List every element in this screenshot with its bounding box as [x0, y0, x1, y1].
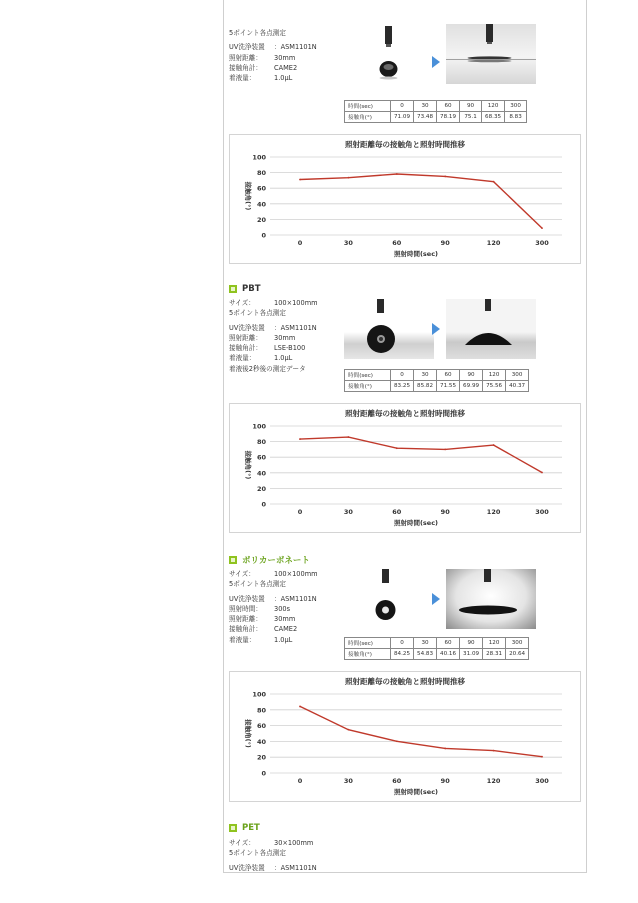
- data-point: [299, 438, 301, 440]
- spec-key: 照射時間：: [229, 604, 262, 613]
- spec-value: CAME2: [274, 625, 298, 634]
- line-chart: [230, 135, 580, 263]
- section-title: ポリカーボネート: [242, 556, 310, 566]
- section-heading-pbt: [229, 284, 261, 294]
- table-row-label: 接触角(°): [345, 112, 391, 123]
- spec-key: UV洗浄装置: [229, 594, 265, 603]
- data-point: [444, 748, 446, 750]
- spec-value: 100×100mm: [274, 570, 318, 578]
- table-cell: 73.48: [414, 112, 437, 123]
- table-cell: 31.09: [460, 649, 483, 660]
- table-cell: 60: [437, 370, 460, 381]
- data-point: [348, 177, 350, 179]
- spec-row: [229, 53, 317, 63]
- y-tick-label: 20: [256, 484, 266, 493]
- table-cell: 71.55: [437, 381, 460, 392]
- table-cell: 0: [391, 638, 414, 649]
- spec-value: 30mm: [274, 615, 296, 624]
- spec-key: 接触角計：: [229, 63, 262, 72]
- data-point: [444, 449, 446, 451]
- table-cell: 40.16: [437, 649, 460, 660]
- spec-row: [229, 838, 317, 848]
- x-tick-label: 60: [392, 777, 402, 785]
- x-tick-label: 90: [440, 239, 450, 247]
- spec-key: 着液量：: [229, 635, 256, 644]
- spec-row: [229, 73, 317, 83]
- x-axis-label: 照射時間(sec): [393, 250, 439, 258]
- table-cell: 0: [391, 101, 414, 112]
- table-cell: 83.25: [391, 381, 414, 392]
- bullet-icon: [229, 556, 237, 564]
- spec-key: 着液後2秒後の測定データ: [229, 364, 306, 373]
- table-cell: 71.09: [391, 112, 414, 123]
- y-tick-label: 60: [256, 722, 266, 731]
- spec-key: 5ポイント各点測定: [229, 309, 286, 318]
- spec-row: [229, 635, 318, 645]
- contact-angle-table: [344, 637, 529, 660]
- table-row-label: 時間(sec): [345, 370, 391, 381]
- table-row-label: 接触角(°): [345, 381, 391, 392]
- x-tick-label: 30: [343, 508, 353, 516]
- spec-row: [229, 569, 318, 579]
- spec-row: [229, 579, 318, 589]
- spec-value: 30mm: [274, 333, 296, 342]
- table-cell: 120: [483, 638, 506, 649]
- spec-list: [229, 28, 317, 83]
- y-tick-label: 40: [256, 469, 266, 478]
- data-point: [541, 756, 543, 758]
- data-point: [541, 227, 543, 229]
- table-row-label: 接触角(°): [345, 649, 391, 660]
- spec-row: [229, 333, 318, 343]
- spec-key: サイズ：: [229, 570, 255, 578]
- spec-row: [229, 343, 318, 353]
- data-point: [541, 472, 543, 474]
- y-axis-label: 接触角(°): [244, 181, 252, 211]
- table-cell: 75.1: [460, 112, 482, 123]
- spec-value: 100×100mm: [274, 299, 318, 307]
- chart-title: 照射距離毎の接触角と照射時間推移: [345, 140, 465, 149]
- table-row-angle: [345, 649, 529, 660]
- spec-value: ：ASM1101N: [274, 43, 317, 52]
- y-tick-label: 60: [256, 453, 266, 462]
- spec-key: 5ポイント各点測定: [229, 29, 286, 37]
- x-tick-label: 120: [486, 508, 501, 516]
- table-cell: 90: [460, 638, 483, 649]
- x-tick-label: 60: [392, 508, 402, 516]
- x-tick-label: 120: [486, 777, 501, 785]
- table-cell: 300: [506, 370, 529, 381]
- spec-row: [229, 364, 318, 374]
- spec-key: 照射距離：: [229, 615, 262, 624]
- spec-key: 接触角計：: [229, 344, 262, 353]
- chart-1: [229, 134, 581, 264]
- table-cell: 28.31: [483, 649, 506, 660]
- section-title: PBT: [242, 284, 261, 294]
- data-point: [396, 447, 398, 449]
- spec-value: 300s: [274, 604, 291, 613]
- x-tick-label: 60: [392, 239, 402, 247]
- x-tick-label: 0: [297, 777, 303, 785]
- data-point: [299, 706, 301, 708]
- data-point: [493, 444, 495, 446]
- spec-list: [229, 569, 318, 645]
- spec-key: 5ポイント各点測定: [229, 849, 286, 858]
- table-cell: 90: [460, 101, 482, 112]
- data-point: [444, 176, 446, 178]
- data-point: [299, 179, 301, 181]
- x-tick-label: 300: [535, 777, 549, 785]
- table-cell: 84.25: [391, 649, 414, 660]
- table-cell: 75.56: [483, 381, 506, 392]
- droplet-photo-after: [446, 24, 536, 84]
- x-tick-label: 30: [343, 239, 353, 247]
- spec-row: [229, 614, 318, 624]
- spec-key: サイズ：: [229, 299, 255, 307]
- data-point: [493, 181, 495, 183]
- spec-list: [229, 838, 317, 873]
- x-tick-label: 90: [440, 777, 450, 785]
- table-cell: 60: [437, 101, 460, 112]
- table-row-angle: [345, 112, 527, 123]
- spec-row: [229, 323, 318, 333]
- contact-angle-table: [344, 100, 527, 123]
- chart-3: [229, 671, 581, 802]
- arrow-icon: [432, 323, 440, 335]
- y-tick-label: 20: [256, 215, 266, 224]
- spec-list: [229, 298, 318, 374]
- table-cell: 8.83: [505, 112, 527, 123]
- y-tick-label: 100: [252, 422, 266, 431]
- table-cell: 90: [460, 370, 483, 381]
- section-heading-pet: [229, 823, 260, 833]
- arrow-icon: [432, 56, 440, 68]
- spec-value: 30×100mm: [274, 839, 314, 847]
- table-cell: 30: [414, 370, 437, 381]
- table-row-label: 時間(sec): [345, 101, 391, 112]
- table-cell: 0: [391, 370, 414, 381]
- x-axis-label: 照射時間(sec): [393, 519, 439, 527]
- chart-title: 照射距離毎の接触角と照射時間推移: [345, 677, 465, 686]
- bullet-icon: [229, 285, 237, 293]
- x-tick-label: 300: [535, 239, 549, 247]
- spec-key: サイズ：: [229, 839, 255, 847]
- spec-value: ：ASM1101N: [274, 863, 317, 872]
- y-tick-label: 0: [261, 769, 266, 778]
- table-cell: 120: [482, 101, 505, 112]
- y-axis-label: 接触角(°): [244, 450, 252, 480]
- spec-value: CAME2: [274, 63, 298, 72]
- spec-key: 着液量：: [229, 74, 256, 83]
- y-tick-label: 100: [252, 153, 266, 162]
- spec-key: 照射距離：: [229, 53, 262, 62]
- droplet-photo-before: [344, 299, 434, 359]
- y-tick-label: 60: [256, 184, 266, 193]
- spec-row: [229, 594, 318, 604]
- droplet-photo-before: [344, 26, 434, 86]
- bullet-icon: [229, 824, 237, 832]
- series-line: [300, 706, 542, 756]
- data-point: [396, 173, 398, 175]
- y-tick-label: 20: [256, 753, 266, 762]
- y-tick-label: 0: [261, 231, 266, 240]
- spec-value: ：ASM1101N: [274, 323, 317, 332]
- x-tick-label: 0: [297, 508, 303, 516]
- table-row-time: [345, 638, 529, 649]
- section-title: PET: [242, 823, 260, 833]
- table-row-time: [345, 370, 529, 381]
- y-tick-label: 40: [256, 200, 266, 209]
- spec-key: 接触角計：: [229, 625, 262, 634]
- spec-key: 着液量：: [229, 354, 256, 363]
- table-cell: 40.37: [506, 381, 529, 392]
- spec-key: 照射距離：: [229, 333, 262, 342]
- table-cell: 85.82: [414, 381, 437, 392]
- table-cell: 60: [437, 638, 460, 649]
- droplet-photo-before: [344, 569, 434, 629]
- data-point: [493, 750, 495, 752]
- spec-key: UV洗浄装置: [229, 43, 265, 52]
- x-tick-label: 0: [297, 239, 303, 247]
- table-row-time: [345, 101, 527, 112]
- table-cell: 69.99: [460, 381, 483, 392]
- series-line: [300, 174, 542, 228]
- series-line: [300, 437, 542, 472]
- spec-row: [229, 624, 318, 634]
- y-tick-label: 40: [256, 737, 266, 746]
- table-cell: 20.64: [506, 649, 529, 660]
- data-point: [348, 729, 350, 731]
- spec-value: 30mm: [274, 53, 296, 62]
- x-tick-label: 300: [535, 508, 549, 516]
- x-tick-label: 90: [440, 508, 450, 516]
- table-cell: 30: [414, 638, 437, 649]
- spec-value: LSE-B100: [274, 344, 306, 353]
- x-axis-label: 照射時間(sec): [393, 788, 439, 796]
- section-heading-polycarbonate: [229, 554, 310, 566]
- y-tick-label: 100: [252, 690, 266, 699]
- data-point: [396, 740, 398, 742]
- table-cell: 300: [506, 638, 529, 649]
- spec-value: 1.0μL: [274, 354, 293, 363]
- spec-value: ：ASM1101N: [274, 594, 317, 603]
- spec-row: [229, 308, 318, 318]
- data-point: [348, 436, 350, 438]
- spec-row: [229, 604, 318, 614]
- spec-value: 1.0μL: [274, 74, 293, 83]
- table-row-label: 時間(sec): [345, 638, 391, 649]
- spec-row: [229, 863, 317, 873]
- y-axis-label: 接触角(°): [244, 719, 252, 748]
- table-cell: 78.19: [437, 112, 460, 123]
- arrow-icon: [432, 593, 440, 605]
- spec-row: [229, 63, 317, 73]
- y-tick-label: 0: [261, 500, 266, 509]
- chart-title: 照射距離毎の接触角と照射時間推移: [345, 409, 465, 418]
- table-cell: 300: [505, 101, 527, 112]
- line-chart: [230, 672, 580, 801]
- spec-key: UV洗浄装置: [229, 863, 265, 872]
- table-cell: 30: [414, 101, 437, 112]
- spec-row: [229, 353, 318, 363]
- contact-angle-table: [344, 369, 529, 392]
- droplet-photo-after: [446, 299, 536, 359]
- y-tick-label: 80: [256, 169, 266, 178]
- x-tick-label: 30: [343, 777, 353, 785]
- y-tick-label: 80: [256, 438, 266, 447]
- spec-key: UV洗浄装置: [229, 323, 265, 332]
- x-tick-label: 120: [486, 239, 501, 247]
- table-cell: 54.83: [414, 649, 437, 660]
- droplet-photo-after: [446, 569, 536, 629]
- spec-row: [229, 42, 317, 52]
- line-chart: [230, 404, 580, 532]
- table-row-angle: [345, 381, 529, 392]
- spec-key: 5ポイント各点測定: [229, 580, 286, 589]
- spec-row: [229, 848, 317, 858]
- chart-2: [229, 403, 581, 533]
- spec-row: [229, 28, 317, 38]
- spec-value: 1.0μL: [274, 635, 293, 644]
- table-cell: 68.35: [482, 112, 505, 123]
- spec-row: [229, 298, 318, 308]
- y-tick-label: 80: [256, 706, 266, 715]
- table-cell: 120: [483, 370, 506, 381]
